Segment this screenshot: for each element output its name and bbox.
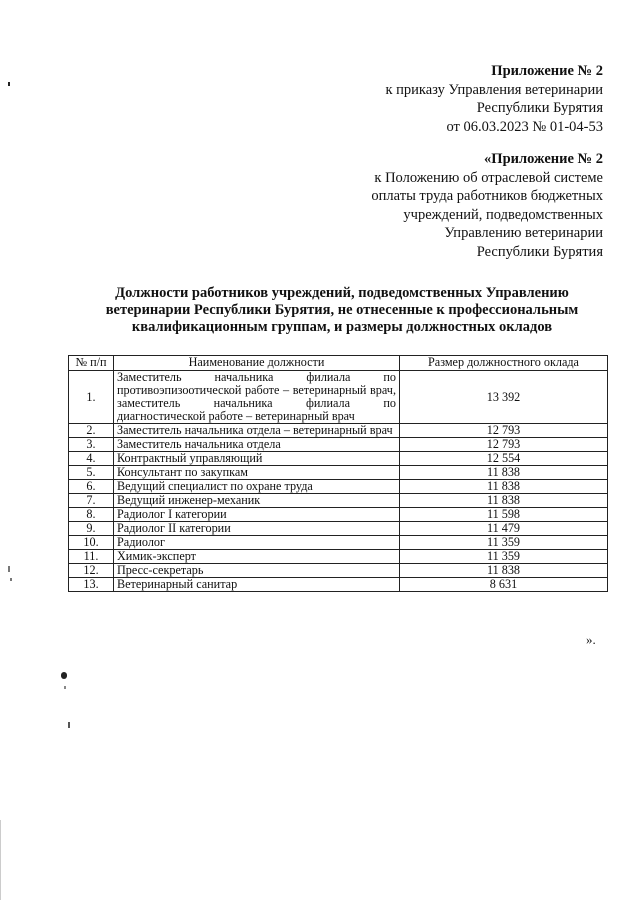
regulation-line-3: учреждений, подведомственных bbox=[403, 206, 603, 223]
row-salary: 11 838 bbox=[400, 564, 608, 578]
row-salary: 12 793 bbox=[400, 424, 608, 438]
row-salary: 11 838 bbox=[400, 480, 608, 494]
order-reference: к приказу Управления ветеринарии bbox=[385, 81, 603, 98]
table-row bbox=[69, 536, 608, 550]
table-row bbox=[69, 452, 608, 466]
table-row bbox=[69, 550, 608, 564]
row-position: Пресс-секретарь bbox=[114, 564, 400, 578]
table-row bbox=[69, 371, 608, 424]
row-number: 6. bbox=[69, 480, 114, 494]
header-salary: Размер должностного оклада bbox=[400, 356, 608, 371]
row-salary: 11 359 bbox=[400, 536, 608, 550]
row-number: 5. bbox=[69, 466, 114, 480]
row-number: 4. bbox=[69, 452, 114, 466]
table-row bbox=[69, 494, 608, 508]
row-position: Радиолог II категории bbox=[114, 522, 400, 536]
row-position: Радиолог bbox=[114, 536, 400, 550]
row-salary: 13 392 bbox=[400, 371, 608, 424]
regulation-line-1: к Положению об отраслевой системе bbox=[374, 169, 603, 186]
table-row bbox=[69, 578, 608, 592]
row-number: 10. bbox=[69, 536, 114, 550]
row-number: 8. bbox=[69, 508, 114, 522]
document-title-line-2: ветеринарии Республики Бурятия, не отнесенные к профессиональным bbox=[105, 302, 579, 318]
row-position: Заместитель начальника отдела – ветеринарный врач bbox=[114, 424, 400, 438]
scan-speck bbox=[10, 578, 12, 581]
order-reference-line2: Республики Бурятия bbox=[476, 100, 603, 116]
order-date-number: от 06.03.2023 № 01-04-53 bbox=[446, 118, 603, 135]
row-salary: 8 631 bbox=[400, 578, 608, 592]
row-salary: 11 479 bbox=[400, 522, 608, 536]
row-number: 7. bbox=[69, 494, 114, 508]
table-header-row bbox=[69, 356, 608, 371]
regulation-appendix-title: «Приложение № 2 bbox=[484, 151, 603, 167]
scan-speck bbox=[64, 686, 66, 689]
row-position: Радиолог I категории bbox=[114, 508, 400, 522]
row-number: 9. bbox=[69, 522, 114, 536]
row-salary: 12 793 bbox=[400, 438, 608, 452]
table-row bbox=[69, 508, 608, 522]
table-row bbox=[69, 480, 608, 494]
document-title-line-1: Должности работников учреждений, подведомственных Управлению bbox=[115, 285, 569, 301]
row-number: 13. bbox=[69, 578, 114, 592]
scan-speck bbox=[8, 82, 10, 86]
scan-speck bbox=[8, 566, 10, 572]
row-number: 2. bbox=[69, 424, 114, 438]
row-position: Консультант по закупкам bbox=[114, 466, 400, 480]
table-row bbox=[69, 438, 608, 452]
regulation-line-4: Управлению ветеринарии bbox=[444, 225, 603, 241]
row-salary: 11 598 bbox=[400, 508, 608, 522]
table-row bbox=[69, 522, 608, 536]
scan-speck bbox=[68, 722, 70, 728]
scan-dot bbox=[61, 672, 67, 679]
regulation-line-2: оплаты труда работников бюджетных bbox=[371, 188, 603, 204]
salary-table bbox=[68, 355, 608, 592]
row-position: Заместитель начальника отдела bbox=[114, 438, 400, 452]
table-row bbox=[69, 564, 608, 578]
appendix-header bbox=[385, 62, 603, 136]
row-position: Ведущий специалист по охране труда bbox=[114, 480, 400, 494]
table-row bbox=[69, 466, 608, 480]
header-number: № п/п bbox=[69, 356, 114, 371]
row-salary: 12 554 bbox=[400, 452, 608, 466]
row-salary: 11 359 bbox=[400, 550, 608, 564]
scan-edge bbox=[0, 820, 1, 900]
row-salary: 11 838 bbox=[400, 494, 608, 508]
row-position: Контрактный управляющий bbox=[114, 452, 400, 466]
closing-quote: ». bbox=[586, 632, 596, 647]
row-salary: 11 838 bbox=[400, 466, 608, 480]
table-row bbox=[69, 424, 608, 438]
row-number: 12. bbox=[69, 564, 114, 578]
appendix-title: Приложение № 2 bbox=[491, 63, 603, 79]
regulation-line-5: Республики Бурятия bbox=[476, 243, 603, 260]
row-position: Ведущий инженер-механик bbox=[114, 494, 400, 508]
row-number: 3. bbox=[69, 438, 114, 452]
row-number: 1. bbox=[69, 371, 114, 424]
row-position: Ветеринарный санитар bbox=[114, 578, 400, 592]
document-title-line-3: квалификационным группам, и размеры должностных окладов bbox=[131, 319, 553, 335]
row-number: 11. bbox=[69, 550, 114, 564]
header-position: Наименование должности bbox=[114, 356, 400, 371]
row-position: Заместитель начальника филиала по противоэпизоотической работе – ветеринарный врач, заместитель начальника филиала по диагностической работе – ветеринарный врач bbox=[114, 371, 400, 424]
regulation-header bbox=[371, 150, 603, 261]
document-title bbox=[72, 285, 612, 336]
row-position: Химик-эксперт bbox=[114, 550, 400, 564]
